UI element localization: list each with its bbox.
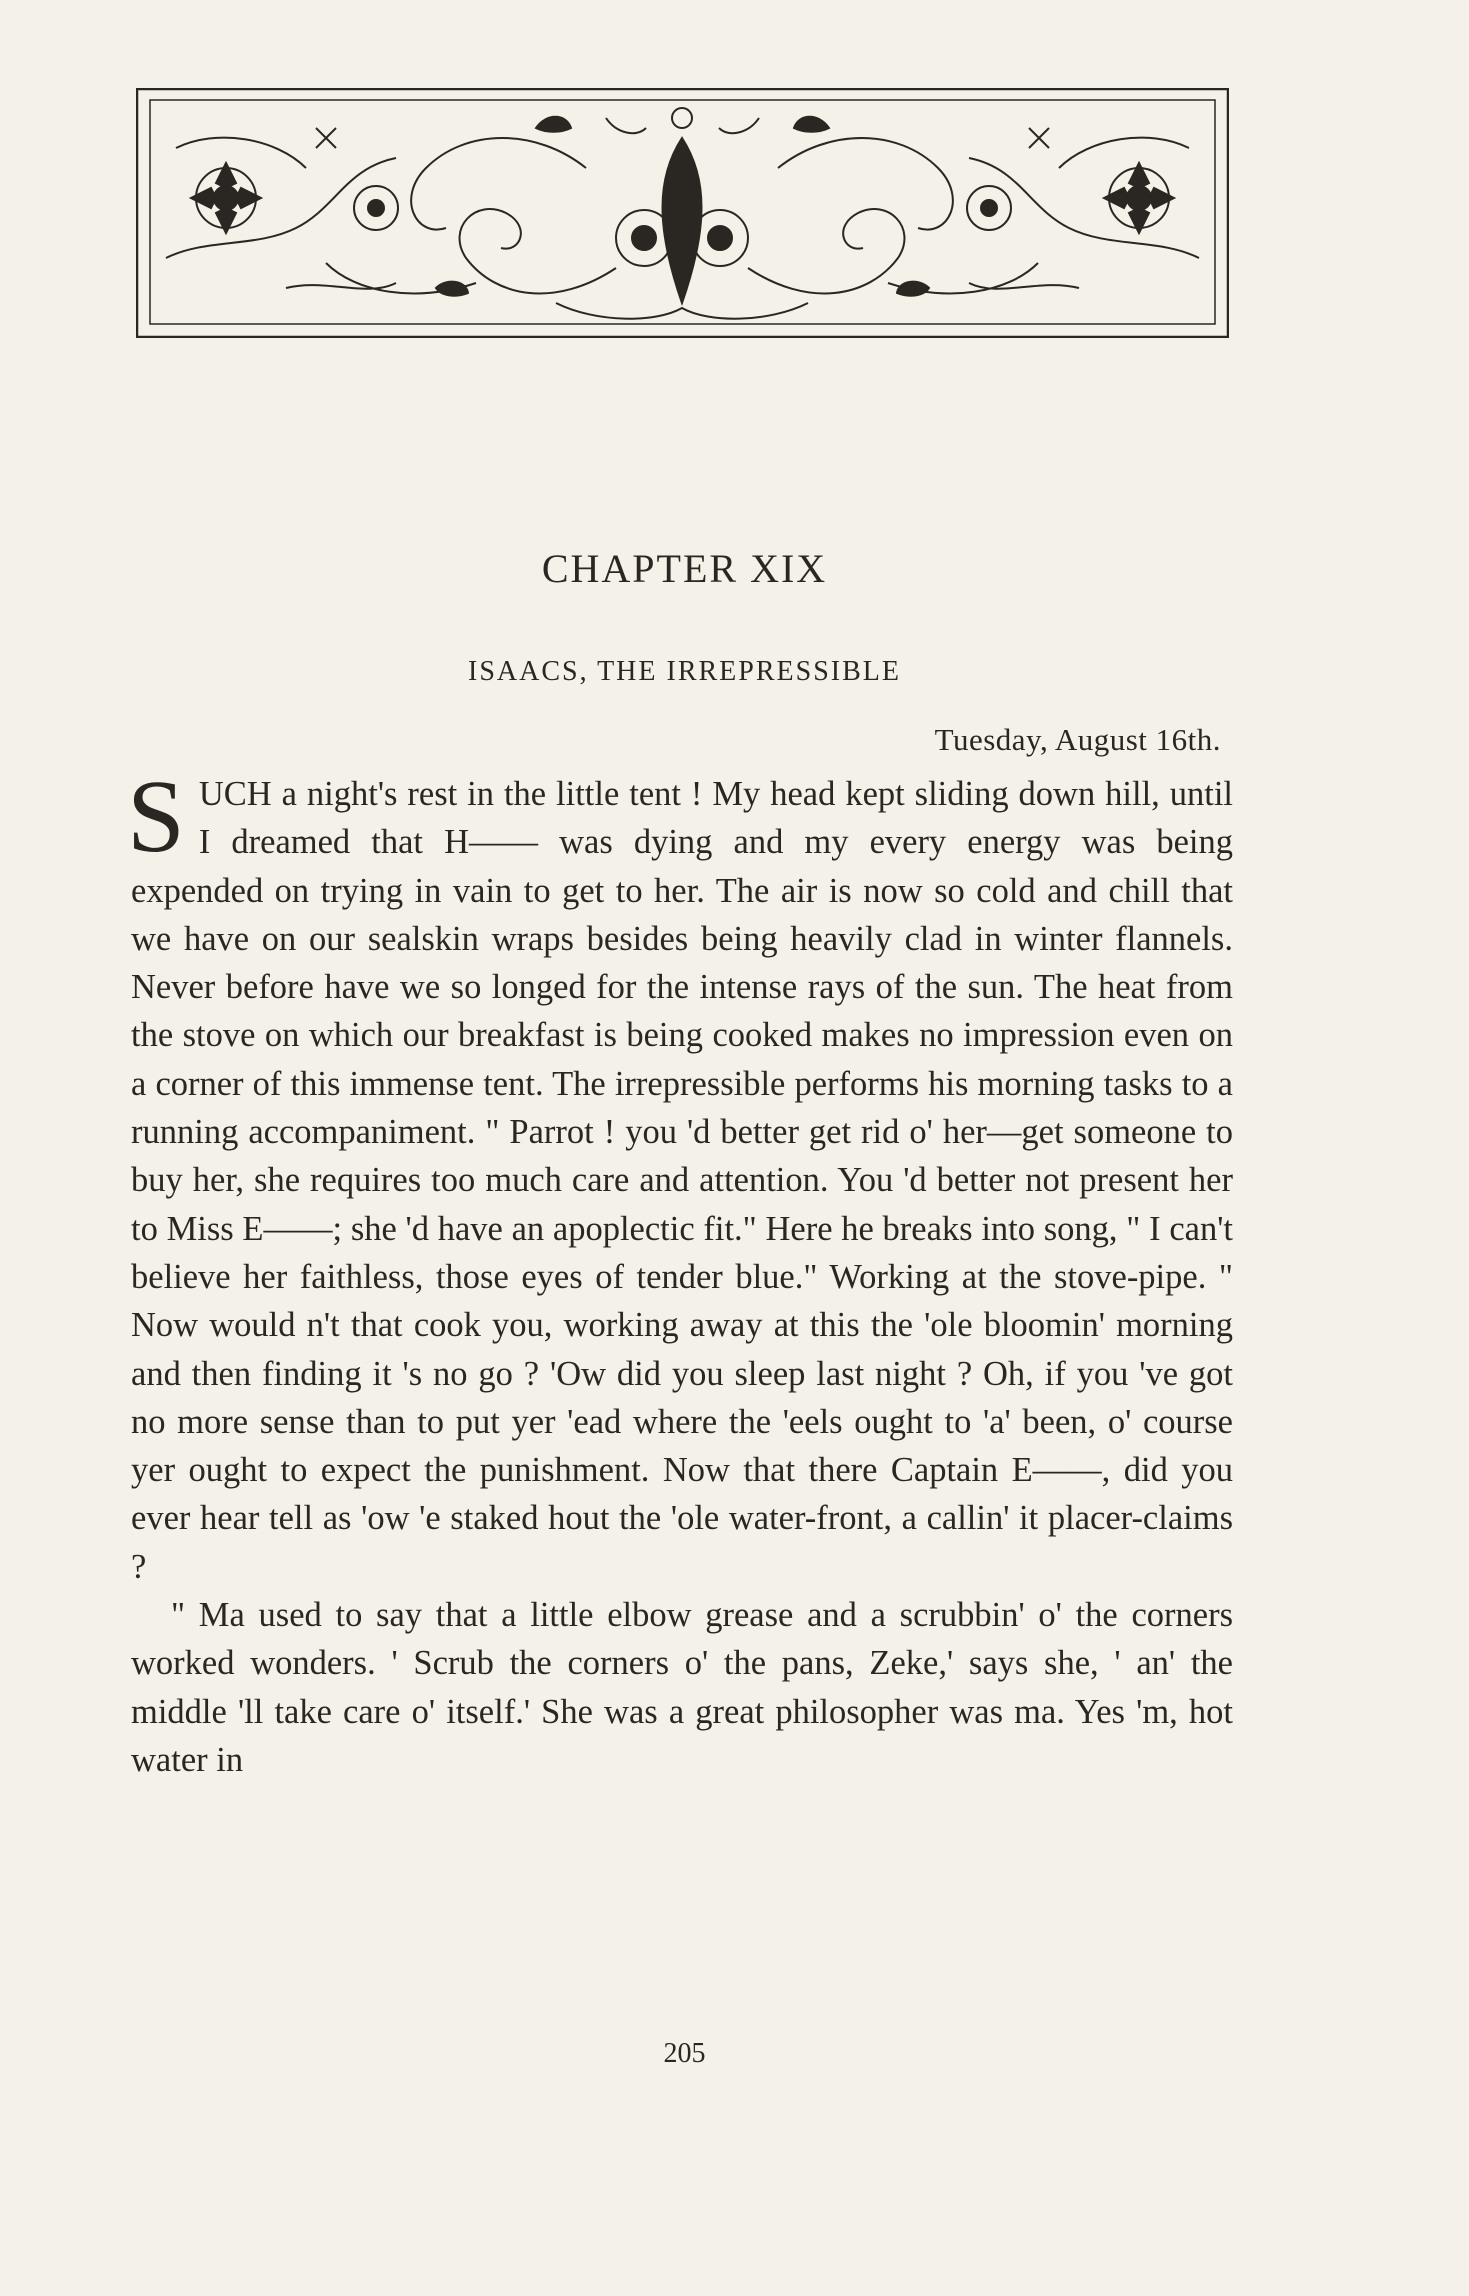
- paragraph-text: UCH a night's rest in the little tent ! My head kept sliding down hill, until I dreamed that H—— was dying and my every energy was being expended on trying in vain to get to her. The air is now so cold and chill that we have on our sealskin wraps besides being heavily clad in winter flannels. Never before have we so longed for the intense rays of the sun. The heat from the stove on which our breakfast is being cooked makes no impression even on a corner of this immense tent. The irrepressible performs his morning tasks to a running accompaniment. " Parrot ! you 'd better get rid o' her—get someone to buy her, she requires too much care and attention. You 'd better not present her to Miss E——; she 'd have an apoplectic fit." Here he breaks into song, " I can't believe her faithless, those eyes of tender blue." Working at the stove-pipe. " Now would n't that cook you, working away at this the 'ole bloomin' morning and then finding it 's no go ? 'Ow did you sleep last night ? Oh, if you 've got no more sense than to put yer 'ead where the 'eels ought to 'a' been, o' course yer ought to expect the punishment. Now that there Captain E——, did you ever hear tell as 'ow 'e staked hout the 'ole water-front, a callin' it placer-claims ?: [131, 775, 1233, 1586]
- body-text: [127, 759, 1233, 1784]
- drop-cap: S: [127, 759, 185, 874]
- entry-date: Tuesday, August 16th.: [934, 722, 1221, 757]
- page-number: 205: [663, 2038, 706, 2069]
- floral-ornament-icon: [136, 88, 1229, 338]
- paragraph: " Ma used to say that a little elbow grease and a scrubbin' o' the corners worked wonders. ' Scrub the corners o' the pans, Zeke,' says she, ' an' the middle 'll take care o' itself.' She was a great philosopher was ma. Yes 'm, hot water in: [131, 1596, 1233, 1779]
- chapter-title: CHAPTER XIX: [541, 546, 828, 591]
- chapter-subtitle: ISAACS, THE IRREPRESSIBLE: [468, 656, 901, 687]
- paragraph: [127, 759, 1233, 1591]
